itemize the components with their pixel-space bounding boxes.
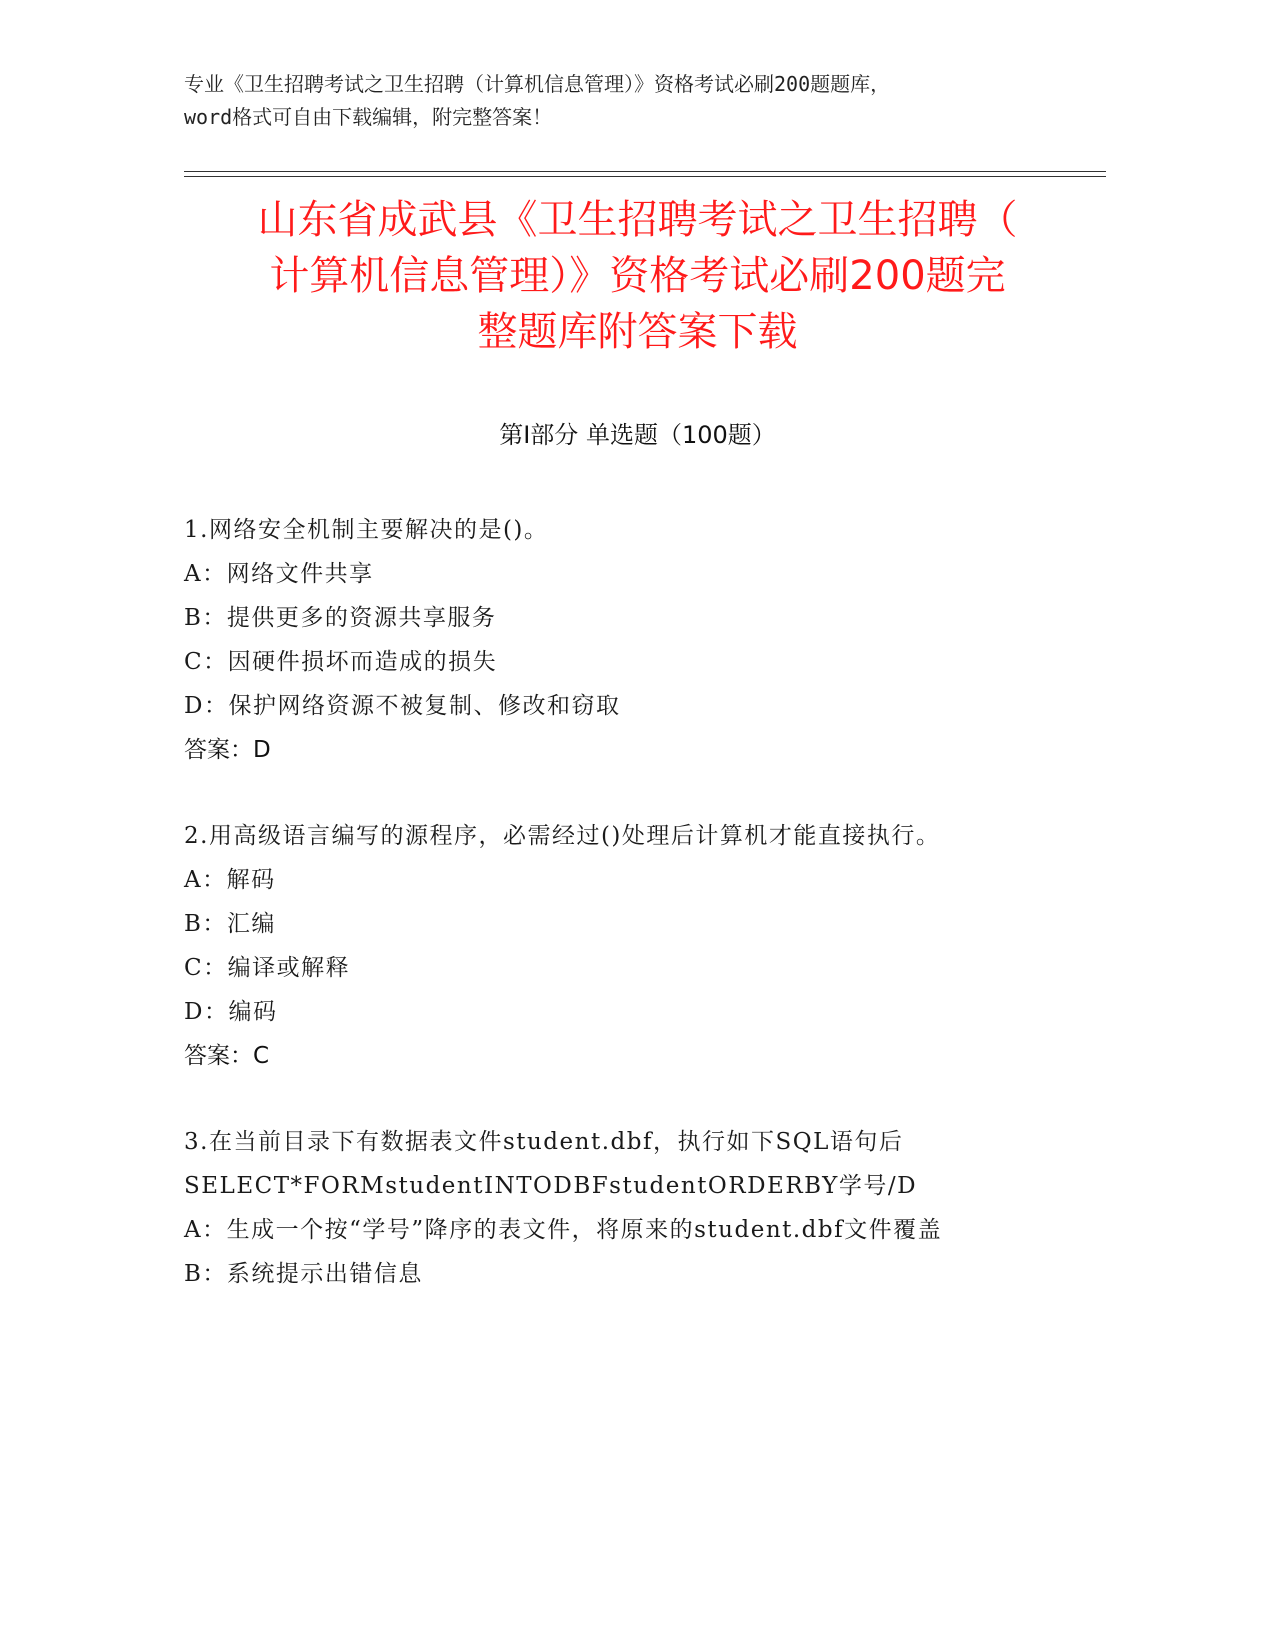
title-line-3: 整题库附答案下载: [477, 309, 798, 355]
document-header: [184, 68, 1104, 134]
question-stem: 1.网络安全机制主要解决的是()。: [184, 517, 549, 543]
option-a: A：网络文件共享: [184, 561, 374, 587]
option-c: C：因硬件损坏而造成的损失: [184, 649, 498, 675]
question-1: [184, 508, 1084, 772]
question-stem: 3.在当前目录下有数据表文件student.dbf，执行如下SQL语句后SELECT*FORMstudentINTODBFstudentORDERBY学号/D: [184, 1129, 918, 1199]
header-rule-top: [184, 171, 1106, 172]
option-d: D：编码: [184, 999, 278, 1025]
option-b: B：提供更多的资源共享服务: [184, 605, 497, 631]
answer: 答案：C: [184, 1043, 270, 1069]
option-b: B：系统提示出错信息: [184, 1261, 423, 1287]
section-title: 第Ⅰ部分 单选题（100题）: [499, 421, 776, 449]
option-c: C：编译或解释: [184, 955, 351, 981]
header-rule-bottom: [184, 176, 1106, 177]
header-line-2: word格式可自由下载编辑，附完整答案！: [184, 105, 553, 129]
option-a: A：解码: [184, 867, 276, 893]
question-list: [184, 508, 1084, 1338]
option-b: B：汇编: [184, 911, 276, 937]
header-line-1: 专业《卫生招聘考试之卫生招聘（计算机信息管理）》资格考试必刷200题题库，: [184, 72, 891, 96]
answer: 答案：D: [184, 737, 271, 763]
question-2: [184, 814, 1084, 1078]
option-a: A：生成一个按“学号”降序的表文件，将原来的student.dbf文件覆盖: [184, 1217, 943, 1243]
question-stem: 2.用高级语言编写的源程序，必需经过()处理后计算机才能直接执行。: [184, 823, 941, 849]
question-3: [184, 1120, 1084, 1296]
document-title: [150, 192, 1125, 360]
title-line-1: 山东省成武县《卫生招聘考试之卫生招聘（: [257, 197, 1018, 243]
option-d: D：保护网络资源不被复制、修改和窃取: [184, 693, 621, 719]
title-line-2: 计算机信息管理）》资格考试必刷200题完: [269, 253, 1006, 299]
